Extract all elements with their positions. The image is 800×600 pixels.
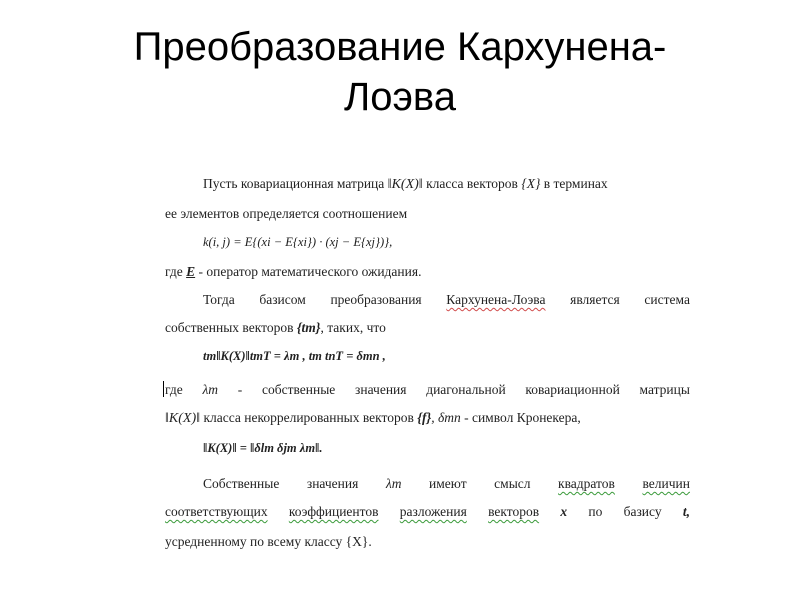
paragraph-3-line-1 [165, 291, 690, 309]
paragraph-2 [165, 263, 421, 281]
p3-word: преобразования [330, 292, 422, 307]
paragraph-4-line-1 [165, 381, 690, 399]
p5-word-underlined: коэффициентов [288, 504, 379, 519]
p3-word: является [570, 292, 620, 307]
covariance-matrix: ‖K(X)‖ [387, 177, 423, 192]
p1-text-c: в терминах [543, 176, 608, 191]
p4-lambda: λm [202, 382, 219, 397]
p4-word: ковариационной [525, 382, 620, 397]
p3-text-b: , таких, что [320, 320, 386, 335]
formula-eigen: tm‖K(X)‖tmT = λm , tm tnT = δmn , [203, 349, 386, 363]
paragraph-4-line-2 [165, 409, 581, 427]
formula-diagonal: ‖K(X)‖ = ‖δlm δjm λm‖. [203, 441, 323, 455]
p4-word: значения [355, 382, 407, 397]
eigenvector-set: {tm} [296, 320, 321, 335]
paragraph-5-line-3: усредненному по всему классу {X}. [165, 534, 372, 549]
paragraph-5-line-1 [165, 475, 690, 493]
paragraph-3-line-2 [165, 319, 386, 337]
kronecker-delta: , δmn [431, 410, 461, 425]
p4-word: матрицы [639, 382, 690, 397]
expectation-operator: E [186, 264, 196, 279]
slide-title-line2: Лоэва [344, 75, 456, 119]
vector-class: {X} [521, 176, 541, 191]
vector-set-f: {f} [417, 410, 432, 425]
p4-word: собственные [262, 382, 336, 397]
p3-word: система [644, 292, 690, 307]
p5-word: базису [623, 504, 662, 519]
p5-word: имеют [429, 476, 467, 491]
paragraph-1-line-2: ее элементов определяется соотношением [165, 206, 408, 221]
p5-lambda: λm [385, 476, 402, 491]
slide-title [0, 22, 800, 122]
p5-word: значения [306, 476, 359, 491]
paragraph-5-line-2 [165, 503, 690, 521]
p1-text-b: класса векторов [426, 176, 518, 191]
formula-covariance: k(i, j) = E{(xi − E{xi}) · (xj − E{xj})}, [203, 235, 393, 249]
p4-text-b: - символ Кронекера, [464, 410, 581, 425]
p5-word: Собственные [203, 476, 280, 491]
p5-word-underlined: разложения [399, 504, 467, 519]
p3-word: базисом [259, 292, 306, 307]
p5-word-underlined: векторов [488, 504, 540, 519]
p5-vector-x: x [560, 504, 568, 519]
p5-word: по [588, 504, 603, 519]
p3-word: Тогда [203, 292, 235, 307]
slide-title-line1: Преобразование Кархунена- [133, 25, 667, 69]
p5-word: смысл [494, 476, 531, 491]
p2-text-b: - оператор математического ожидания. [198, 264, 422, 279]
p3-word-karhunen-loeve: Кархунена-Лоэва [446, 292, 546, 307]
p2-text-a: где [165, 264, 183, 279]
p4-word: - [237, 382, 243, 397]
p4-text-a: класса некоррелированных векторов [203, 410, 414, 425]
p5-basis-t: t, [682, 504, 690, 519]
p5-word-underlined: величин [642, 476, 690, 491]
p3-text-a: собственных векторов [165, 320, 294, 335]
p5-word-underlined: квадратов [558, 476, 615, 491]
decorrelated-matrix: ‖K(X)‖ [165, 411, 201, 426]
p5-word-underlined: соответствующих [165, 504, 268, 519]
text-cursor [163, 381, 164, 397]
p1-text-a: Пусть ковариационная матрица [203, 176, 385, 191]
p4-word: диагональной [426, 382, 506, 397]
p4-word: где [165, 382, 183, 397]
paragraph-1-line-1 [165, 175, 608, 193]
